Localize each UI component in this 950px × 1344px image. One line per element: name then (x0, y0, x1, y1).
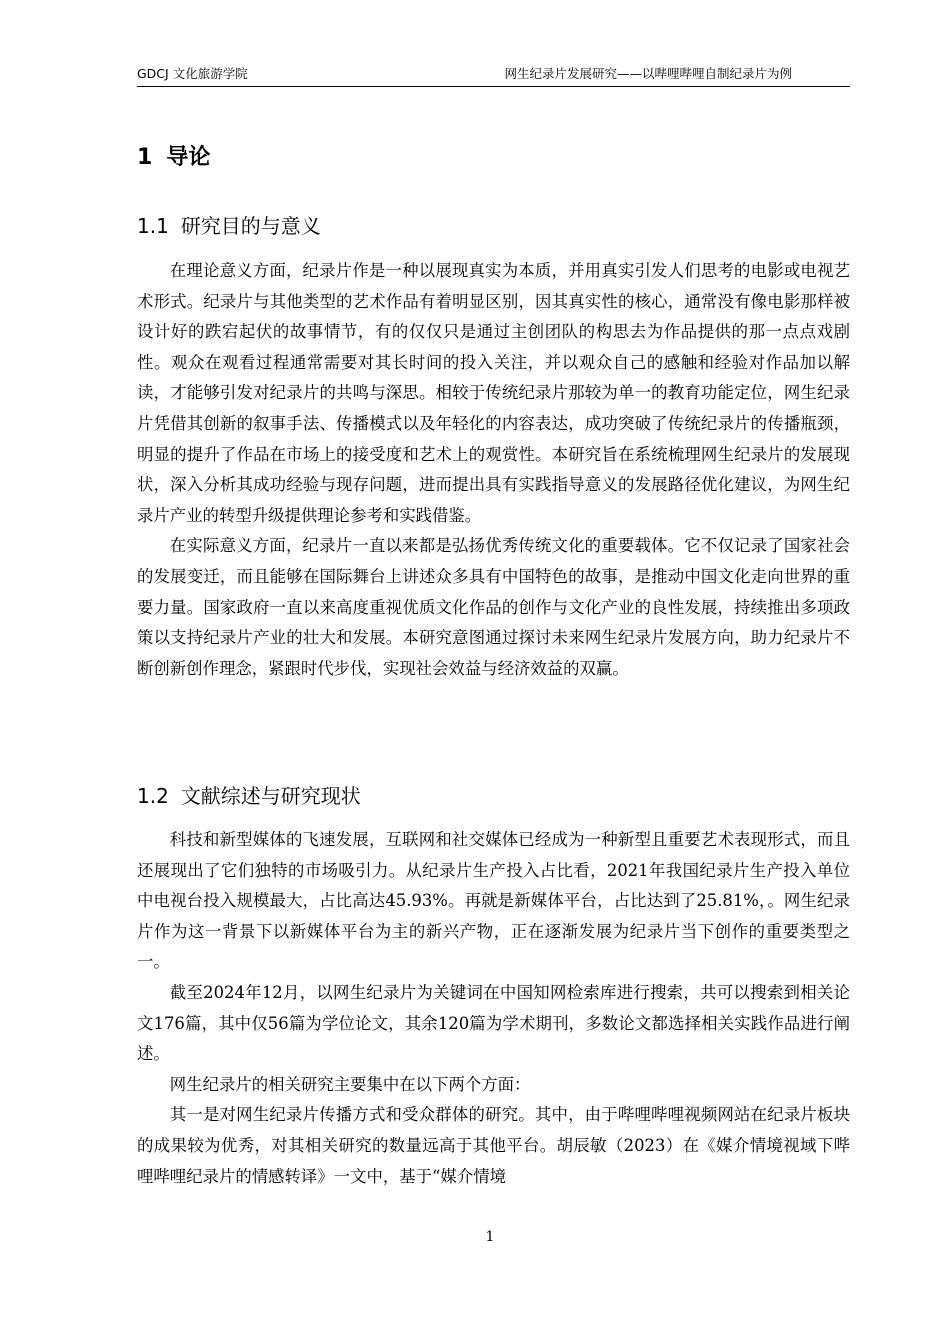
body-paragraph: 截至2024年12月，以网生纪录片为关键词在中国知网检索库进行搜索，共可以搜索到相关论文176篇，其中仅56篇为学位论文，其余120篇为学术期刊，多数论文都选择相关实践作品进行阐述。 (137, 982, 850, 1064)
section-title-text: 研究目的与意义 (180, 214, 321, 238)
section-title-text: 文献综述与研究现状 (180, 784, 361, 808)
body-paragraph: 网生纪录片的相关研究主要集中在以下两个方面： (169, 1074, 531, 1094)
section-heading-1-1 (137, 211, 321, 241)
section-number: 1.1 (137, 214, 169, 238)
chapter-title-text: 导论 (166, 145, 211, 170)
chapter-title (137, 140, 210, 176)
section-number: 1.2 (137, 784, 169, 808)
section-1-2-body (137, 825, 850, 1192)
body-paragraph: 在实际意义方面，纪录片一直以来都是弘扬优秀传统文化的重要载体。它不仅记录了国家社会的发展变迁，而且能够在国际舞台上讲述众多具有中国特色的故事，是推动中国文化走向世界的重要力量。国家政府一直以来高度重视优质文化作品的创作与文化产业的良性发展，持续推出多项政策以支持纪录片产业的壮大和发展。本研究意图通过探讨未来网生纪录片发展方向，助力纪录片不断创新创作理念，紧跟时代步伐，实现社会效益与经济效益的双赢。 (137, 536, 850, 678)
header-paper-title: 网生纪录片发展研究——以哔哩哔哩自制纪录片为例 (504, 66, 792, 81)
chapter-number: 1 (137, 145, 153, 170)
header-institution: GDCJ 文化旅游学院 (137, 66, 248, 81)
body-paragraph: 在理论意义方面，纪录片作是一种以展现真实为本质，并用真实引发人们思考的电影或电视艺术形式。纪录片与其他类型的艺术作品有着明显区别，因其真实性的核心，通常没有像电影那样被设计好的跌宕起伏的故事情节，有的仅仅只是通过主创团队的构思去为作品提供的那一点点戏剧性。观众在观看过程通常需要对其长时间的投入关注，并以观众自己的感触和经验对作品加以解读，才能够引发对纪录片的共鸣与深思。相较于传统纪录片那较为单一的教育功能定位，网生纪录片凭借其创新的叙事手法、传播模式以及年轻化的内容表达，成功突破了传统纪录片的传播瓶颈，明显的提升了作品在市场上的接受度和艺术上的观赏性。本研究旨在系统梳理网生纪录片的发展现状，深入分析其成功经验与现存问题，进而提出具有实践指导意义的发展路径优化建议，为网生纪录片产业的转型升级提供理论参考和实践借鉴。 (137, 261, 850, 525)
body-paragraph: 科技和新型媒体的飞速发展，互联网和社交媒体已经成为一种新型且重要艺术表现形式，而且还展现出了它们独特的市场吸引力。从纪录片生产投入占比看，2021年我国纪录片生产投入单位中电视台投入规模最大，占比高达45.93%。再就是新媒体平台，占比达到了25.81%，。网生纪录片作为这一背景下以新媒体平台为主的新兴产物，正在逐渐发展为纪录片当下创作的重要类型之一。 (137, 830, 850, 972)
section-heading-1-2 (137, 781, 361, 811)
body-paragraph: 其一是对网生纪录片传播方式和受众群体的研究。其中，由于哔哩哔哩视频网站在纪录片板块的成果较为优秀，对其相关研究的数量远高于其他平台。胡辰敏（2023）在《媒介情境视域下哔哩哔哩纪录片的情感转译》一文中，基于“媒介情境 (137, 1105, 850, 1186)
page-number: 1 (485, 1229, 495, 1245)
section-1-1-body (137, 256, 850, 684)
running-header (137, 64, 850, 87)
